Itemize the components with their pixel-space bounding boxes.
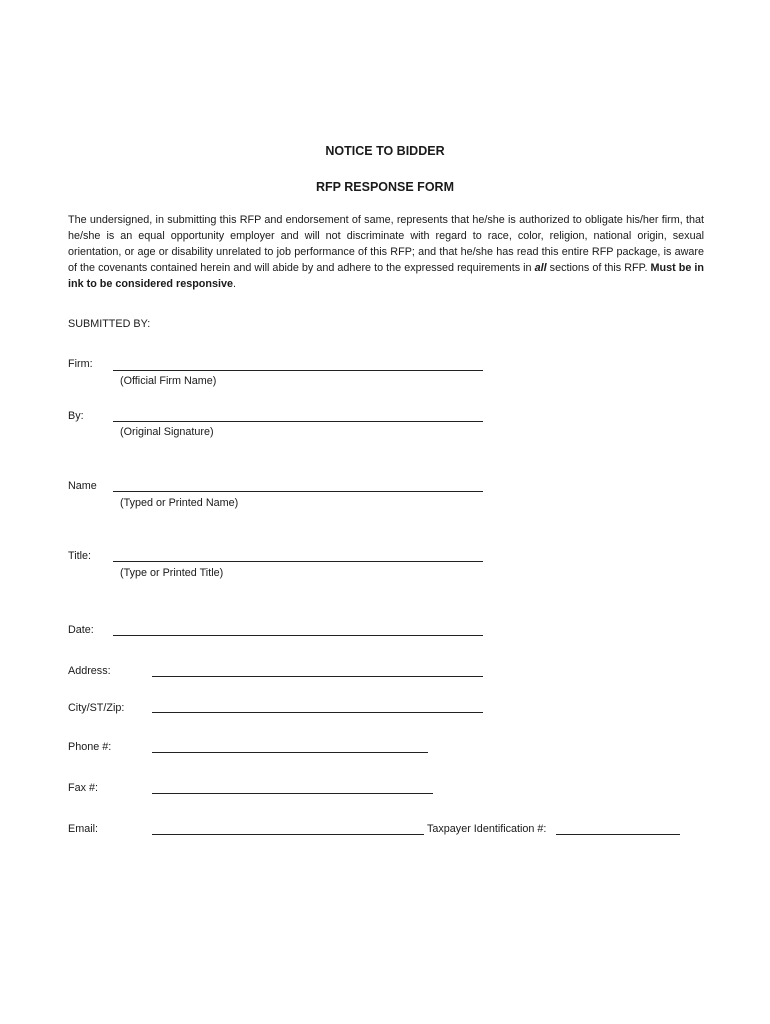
date-label: Date: [68,624,94,636]
taxpayer-id-label: Taxpayer Identification #: [427,823,547,835]
name-label: Name [68,480,97,492]
firm-hint: (Official Firm Name) [120,375,217,387]
fax-field[interactable] [152,793,433,794]
intro-period: . [233,278,237,290]
by-label: By: [68,410,84,422]
date-field[interactable] [113,635,483,636]
signature-hint: (Original Signature) [120,426,214,438]
submitted-by-label: SUBMITTED BY: [68,318,151,330]
intro-text: The undersigned, in submitting this RFP and endorsement of same, represents that he/she is authorized to obligate his/her firm, that he/she is an equal opportunity employer and will not discriminate with regard to race, color, religion, national origin, sexual orientation, or age or disability unrelated to job performance of this RFP; and that he/she has read this entire RFP package, is aware of the covenants contained herein and will abide by and adhere to the expressed requirements in [68,214,704,274]
page-title: NOTICE TO BIDDER [325,144,445,158]
phone-label: Phone #: [68,741,112,753]
address-label: Address: [68,665,111,677]
form-title: RFP RESPONSE FORM [316,180,454,194]
signature-field[interactable] [113,421,483,422]
address-field[interactable] [152,676,483,677]
city-state-zip-label: City/ST/Zip: [68,702,125,714]
title-label: Title: [68,550,91,562]
firm-field[interactable] [113,370,483,371]
intro-paragraph [68,212,704,292]
fax-label: Fax #: [68,782,99,794]
taxpayer-id-field[interactable] [556,834,680,835]
firm-label: Firm: [68,358,93,370]
email-field[interactable] [152,834,424,835]
name-field[interactable] [113,491,483,492]
phone-field[interactable] [152,752,428,753]
title-field[interactable] [113,561,483,562]
city-state-zip-field[interactable] [152,712,483,713]
title-hint: (Type or Printed Title) [120,567,224,579]
name-hint: (Typed or Printed Name) [120,497,239,509]
intro-emphasis: all [534,262,547,274]
intro-text-continued: sections of this RFP. [546,262,651,274]
email-label: Email: [68,823,98,835]
ink-requirement: Must be in ink to be considered responsive [68,262,704,290]
